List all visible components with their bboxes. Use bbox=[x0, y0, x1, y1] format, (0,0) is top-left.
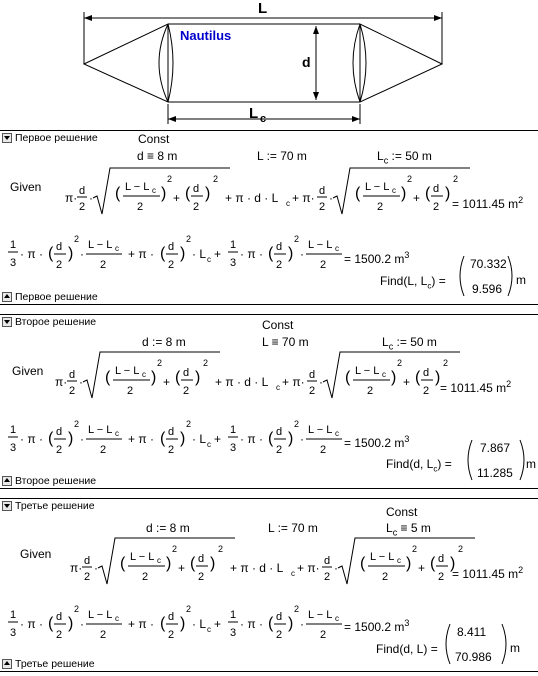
svg-text:d: d bbox=[319, 185, 326, 197]
svg-text:c: c bbox=[115, 614, 119, 623]
svg-text:L − L: L − L bbox=[88, 239, 113, 251]
svg-text:2: 2 bbox=[74, 234, 80, 244]
label-nautilus: Nautilus bbox=[180, 28, 232, 43]
svg-text:c: c bbox=[157, 556, 161, 565]
svg-text:+ π·: + π· bbox=[297, 561, 320, 575]
svg-text:+ π·: + π· bbox=[292, 191, 315, 205]
svg-text:+ π ·: + π · bbox=[128, 617, 154, 631]
svg-text:c: c bbox=[115, 429, 119, 438]
given-label: Given bbox=[20, 547, 52, 561]
svg-text:d: d bbox=[276, 426, 283, 438]
svg-text:(: ( bbox=[48, 245, 54, 262]
svg-text:): ) bbox=[406, 555, 412, 572]
svg-text:2: 2 bbox=[276, 629, 283, 641]
section-footer-3[interactable] bbox=[2, 658, 95, 670]
svg-text:(: ( bbox=[345, 369, 351, 386]
svg-text:2: 2 bbox=[453, 174, 459, 184]
const-label: Const bbox=[262, 318, 294, 332]
section-header-1[interactable] bbox=[2, 132, 98, 144]
section-title: Второе решение bbox=[15, 475, 97, 487]
svg-text:(: ( bbox=[160, 245, 166, 262]
svg-text:(: ( bbox=[430, 555, 436, 572]
svg-text:L − L: L − L bbox=[308, 424, 333, 436]
svg-text:+: + bbox=[214, 432, 222, 446]
svg-text:c: c bbox=[291, 569, 295, 578]
section-header-3[interactable] bbox=[2, 500, 95, 512]
find-unit: m bbox=[510, 641, 520, 655]
svg-text:): ) bbox=[68, 430, 74, 447]
svg-text:d: d bbox=[168, 241, 175, 253]
svg-text:· π ·: · π · bbox=[240, 247, 263, 261]
volume-formula bbox=[8, 598, 388, 653]
svg-text:+: + bbox=[173, 191, 181, 205]
svg-text:c: c bbox=[207, 255, 211, 264]
svg-text:· L: · L bbox=[192, 247, 207, 261]
svg-text:2: 2 bbox=[84, 571, 91, 583]
svg-text:π·: π· bbox=[65, 191, 78, 205]
svg-text:d: d bbox=[324, 555, 331, 567]
def-L: L := 70 m bbox=[268, 521, 318, 535]
svg-text:L − L: L − L bbox=[130, 551, 155, 563]
svg-text:c: c bbox=[276, 383, 280, 392]
svg-text:+: + bbox=[413, 191, 421, 205]
svg-text:2: 2 bbox=[186, 419, 192, 429]
svg-text:(: ( bbox=[190, 555, 196, 572]
svg-text:d: d bbox=[438, 553, 445, 565]
svg-text:2: 2 bbox=[127, 385, 134, 397]
section-title: Первое решение bbox=[15, 132, 98, 144]
svg-text:2: 2 bbox=[186, 604, 192, 614]
svg-text:2: 2 bbox=[218, 544, 224, 554]
label-Lc-sub: c bbox=[260, 113, 267, 125]
svg-text:(: ( bbox=[425, 185, 431, 202]
svg-text:c: c bbox=[335, 244, 339, 253]
svg-text:(: ( bbox=[160, 430, 166, 447]
svg-text:1: 1 bbox=[10, 424, 17, 436]
def-Lc: $L_c$ := 50 m bbox=[377, 149, 432, 166]
area-result: = 1011.45 $m^2$ bbox=[452, 565, 524, 581]
svg-text:2: 2 bbox=[203, 358, 209, 368]
svg-text:· π ·: · π · bbox=[20, 432, 43, 446]
svg-text:2: 2 bbox=[294, 419, 300, 429]
svg-text:3: 3 bbox=[230, 257, 237, 269]
svg-text:2: 2 bbox=[407, 174, 413, 184]
svg-text:(: ( bbox=[355, 185, 361, 202]
svg-text:c: c bbox=[397, 556, 401, 565]
volume-formula bbox=[8, 228, 388, 283]
svg-text:): ) bbox=[445, 185, 451, 202]
svg-text:2: 2 bbox=[100, 629, 107, 641]
separator-line bbox=[0, 130, 538, 131]
svg-text:2: 2 bbox=[276, 444, 283, 456]
area-result: = 1011.45 $m^2$ bbox=[452, 195, 524, 211]
svg-text:·: · bbox=[300, 617, 304, 631]
volume-result: = 1500.2 $m^3$ bbox=[344, 618, 410, 634]
area-formula bbox=[60, 530, 520, 590]
svg-text:·: · bbox=[329, 191, 333, 205]
svg-text:2: 2 bbox=[100, 444, 107, 456]
svg-text:2: 2 bbox=[168, 259, 175, 271]
svg-text:· π ·: · π · bbox=[240, 432, 263, 446]
svg-text:): ) bbox=[288, 430, 294, 447]
collapse-arrow-icon[interactable] bbox=[2, 133, 12, 143]
svg-text:(: ( bbox=[105, 369, 111, 386]
svg-text:3: 3 bbox=[10, 442, 17, 454]
section-title: Первое решение bbox=[15, 291, 98, 303]
find-unit: m bbox=[526, 457, 536, 471]
svg-text:2: 2 bbox=[183, 385, 190, 397]
svg-text:· π ·: · π · bbox=[20, 247, 43, 261]
svg-text:·: · bbox=[80, 617, 84, 631]
svg-text:+ π ·: + π · bbox=[128, 247, 154, 261]
svg-text:): ) bbox=[288, 615, 294, 632]
svg-text:3: 3 bbox=[230, 627, 237, 639]
svg-text:L − L: L − L bbox=[355, 365, 380, 377]
collapse-arrow-icon[interactable] bbox=[2, 501, 12, 511]
svg-text:3: 3 bbox=[10, 257, 17, 269]
svg-text:c: c bbox=[392, 186, 396, 195]
svg-text:d: d bbox=[193, 183, 200, 195]
svg-text:): ) bbox=[288, 245, 294, 262]
svg-text:2: 2 bbox=[320, 444, 327, 456]
svg-text:d: d bbox=[69, 369, 76, 381]
find-label: Find(d, L) = bbox=[376, 642, 438, 656]
area-formula bbox=[55, 160, 515, 220]
svg-text:2: 2 bbox=[382, 571, 389, 583]
svg-text:2: 2 bbox=[412, 544, 418, 554]
svg-text:L − L: L − L bbox=[370, 551, 395, 563]
find-value-1: 70.332 bbox=[470, 257, 507, 271]
svg-text:2: 2 bbox=[320, 629, 327, 641]
svg-text:+ π·: + π· bbox=[282, 375, 305, 389]
const-label: Const bbox=[386, 505, 418, 519]
volume-formula bbox=[8, 413, 388, 468]
svg-text:1: 1 bbox=[230, 239, 237, 251]
svg-text:d: d bbox=[433, 183, 440, 195]
svg-text:+: + bbox=[214, 247, 222, 261]
svg-text:·: · bbox=[319, 375, 323, 389]
svg-text:d: d bbox=[423, 367, 430, 379]
svg-text:): ) bbox=[435, 369, 441, 386]
expand-arrow-icon[interactable] bbox=[2, 476, 12, 486]
svg-text:2: 2 bbox=[213, 174, 219, 184]
svg-text:2: 2 bbox=[172, 544, 178, 554]
svg-text:·: · bbox=[334, 561, 338, 575]
svg-text:c: c bbox=[207, 625, 211, 634]
svg-text:L − L: L − L bbox=[88, 609, 113, 621]
svg-text:c: c bbox=[335, 614, 339, 623]
svg-text:+ π · d · L: + π · d · L bbox=[225, 191, 279, 205]
find-value-2: 9.596 bbox=[472, 282, 503, 296]
svg-text:c: c bbox=[152, 186, 156, 195]
svg-text:2: 2 bbox=[377, 201, 384, 213]
svg-text:+ π ·: + π · bbox=[128, 432, 154, 446]
svg-text:2: 2 bbox=[167, 174, 173, 184]
def-Lc: $L_c$ := 50 m bbox=[382, 335, 437, 352]
svg-text:2: 2 bbox=[294, 234, 300, 244]
svg-text:): ) bbox=[210, 555, 216, 572]
svg-text:+: + bbox=[418, 561, 426, 575]
svg-text:2: 2 bbox=[294, 604, 300, 614]
svg-text:2: 2 bbox=[74, 419, 80, 429]
svg-text:): ) bbox=[195, 369, 201, 386]
svg-text:(: ( bbox=[268, 245, 274, 262]
given-label: Given bbox=[10, 180, 42, 194]
label-d: d bbox=[302, 54, 311, 70]
svg-text:·: · bbox=[300, 247, 304, 261]
svg-text:·: · bbox=[80, 247, 84, 261]
svg-text:L − L: L − L bbox=[115, 365, 140, 377]
svg-text:): ) bbox=[68, 615, 74, 632]
area-result: = 1011.45 $m^2$ bbox=[440, 379, 512, 395]
given-label: Given bbox=[12, 364, 44, 378]
svg-text:+ π · d · L: + π · d · L bbox=[215, 375, 269, 389]
svg-text:2: 2 bbox=[168, 629, 175, 641]
svg-text:): ) bbox=[180, 615, 186, 632]
svg-text:· L: · L bbox=[192, 432, 207, 446]
svg-text:): ) bbox=[205, 185, 211, 202]
svg-text:): ) bbox=[180, 430, 186, 447]
svg-text:d: d bbox=[84, 555, 91, 567]
svg-text:c: c bbox=[115, 244, 119, 253]
svg-text:2: 2 bbox=[168, 444, 175, 456]
svg-text:2: 2 bbox=[367, 385, 374, 397]
svg-text:2: 2 bbox=[438, 571, 445, 583]
def-d: d := 8 m bbox=[146, 521, 190, 535]
svg-text:L − L: L − L bbox=[308, 239, 333, 251]
svg-text:(: ( bbox=[120, 555, 126, 572]
svg-text:(: ( bbox=[48, 430, 54, 447]
label-Lc: L bbox=[249, 105, 259, 122]
find-label: Find(L, $L_c$) = bbox=[380, 274, 446, 291]
svg-text:c: c bbox=[207, 440, 211, 449]
svg-text:2: 2 bbox=[433, 201, 440, 213]
svg-text:·: · bbox=[94, 561, 98, 575]
def-Lc: $L_c \equiv 5$ m bbox=[386, 521, 431, 538]
svg-text:2: 2 bbox=[137, 201, 144, 213]
svg-text:2: 2 bbox=[320, 259, 327, 271]
svg-text:c: c bbox=[335, 429, 339, 438]
collapse-arrow-icon[interactable] bbox=[2, 317, 12, 327]
svg-text:d: d bbox=[183, 367, 190, 379]
svg-text:2: 2 bbox=[69, 385, 76, 397]
find-value-1: 8.411 bbox=[457, 625, 487, 639]
svg-text:2: 2 bbox=[423, 385, 430, 397]
svg-text:2: 2 bbox=[276, 259, 283, 271]
find-value-2: 70.986 bbox=[455, 650, 492, 664]
svg-text:): ) bbox=[180, 245, 186, 262]
svg-text:): ) bbox=[391, 369, 397, 386]
def-d: d ≡ 8 m bbox=[137, 149, 178, 163]
section-title: Третье решение bbox=[15, 658, 95, 670]
svg-text:·: · bbox=[79, 375, 83, 389]
section-footer-1[interactable] bbox=[2, 291, 98, 303]
const-label: Const bbox=[138, 132, 170, 146]
svg-text:· L: · L bbox=[192, 617, 207, 631]
svg-text:+: + bbox=[403, 375, 411, 389]
svg-text:d: d bbox=[309, 369, 316, 381]
svg-text:d: d bbox=[276, 241, 283, 253]
svg-text:d: d bbox=[79, 185, 86, 197]
svg-text:+ π · d · L: + π · d · L bbox=[230, 561, 284, 575]
svg-text:·: · bbox=[89, 191, 93, 205]
svg-text:d: d bbox=[276, 611, 283, 623]
section-header-2[interactable] bbox=[2, 316, 96, 328]
svg-text:2: 2 bbox=[319, 201, 326, 213]
svg-text:1: 1 bbox=[10, 609, 17, 621]
svg-text:(: ( bbox=[360, 555, 366, 572]
svg-text:d: d bbox=[56, 241, 63, 253]
expand-arrow-icon[interactable] bbox=[2, 292, 12, 302]
svg-text:2: 2 bbox=[56, 629, 63, 641]
svg-text:+: + bbox=[178, 561, 186, 575]
svg-text:d: d bbox=[56, 426, 63, 438]
svg-text:·: · bbox=[300, 432, 304, 446]
svg-text:L − L: L − L bbox=[365, 181, 390, 193]
svg-text:(: ( bbox=[185, 185, 191, 202]
svg-text:1: 1 bbox=[230, 424, 237, 436]
svg-text:2: 2 bbox=[56, 444, 63, 456]
svg-text:d: d bbox=[56, 611, 63, 623]
svg-text:2: 2 bbox=[193, 201, 200, 213]
area-formula bbox=[45, 344, 505, 404]
section-title: Второе решение bbox=[15, 316, 97, 328]
svg-text:L − L: L − L bbox=[308, 609, 333, 621]
svg-text:· π ·: · π · bbox=[240, 617, 263, 631]
svg-text:(: ( bbox=[268, 615, 274, 632]
separator-line bbox=[0, 498, 538, 499]
find-unit: m bbox=[516, 273, 526, 287]
def-d: d := 8 m bbox=[142, 335, 186, 349]
svg-text:2: 2 bbox=[186, 234, 192, 244]
label-L: L bbox=[258, 0, 268, 17]
find-value-1: 7.867 bbox=[480, 441, 511, 455]
svg-text:2: 2 bbox=[79, 201, 86, 213]
svg-text:2: 2 bbox=[198, 571, 205, 583]
svg-text:L − L: L − L bbox=[88, 424, 113, 436]
separator-line bbox=[0, 304, 538, 305]
svg-text:1: 1 bbox=[10, 239, 17, 251]
svg-text:2: 2 bbox=[458, 544, 464, 554]
separator-line bbox=[0, 488, 538, 489]
svg-text:2: 2 bbox=[100, 259, 107, 271]
svg-text:(: ( bbox=[268, 430, 274, 447]
svg-text:2: 2 bbox=[56, 259, 63, 271]
svg-text:c: c bbox=[286, 199, 290, 208]
svg-text:2: 2 bbox=[309, 385, 316, 397]
svg-text:d: d bbox=[168, 611, 175, 623]
svg-text:(: ( bbox=[48, 615, 54, 632]
volume-result: = 1500.2 $m^3$ bbox=[344, 250, 410, 266]
svg-text:(: ( bbox=[115, 185, 121, 202]
section-title: Третье решение bbox=[15, 500, 95, 512]
nautilus-diagram bbox=[0, 0, 538, 132]
section-footer-2[interactable] bbox=[2, 475, 96, 487]
svg-text:π·: π· bbox=[55, 375, 68, 389]
svg-text:): ) bbox=[161, 185, 167, 202]
separator-line bbox=[0, 671, 538, 672]
svg-text:2: 2 bbox=[397, 358, 403, 368]
svg-text:L − L: L − L bbox=[125, 181, 150, 193]
svg-text:3: 3 bbox=[10, 627, 17, 639]
svg-text:): ) bbox=[68, 245, 74, 262]
svg-text:2: 2 bbox=[443, 358, 449, 368]
svg-text:· π ·: · π · bbox=[20, 617, 43, 631]
svg-text:(: ( bbox=[175, 369, 181, 386]
svg-text:·: · bbox=[80, 432, 84, 446]
svg-text:c: c bbox=[382, 370, 386, 379]
svg-text:+: + bbox=[163, 375, 171, 389]
svg-text:2: 2 bbox=[157, 358, 163, 368]
svg-text:d: d bbox=[198, 553, 205, 565]
svg-text:): ) bbox=[450, 555, 456, 572]
svg-text:2: 2 bbox=[142, 571, 149, 583]
separator-line bbox=[0, 314, 538, 315]
def-L: L := 70 m bbox=[257, 149, 307, 163]
svg-text:(: ( bbox=[160, 615, 166, 632]
svg-text:2: 2 bbox=[74, 604, 80, 614]
find-value-2: 11.285 bbox=[477, 466, 513, 480]
svg-text:): ) bbox=[151, 369, 157, 386]
svg-text:): ) bbox=[401, 185, 407, 202]
svg-text:π·: π· bbox=[70, 561, 83, 575]
svg-text:d: d bbox=[168, 426, 175, 438]
def-L: L ≡ 70 m bbox=[262, 335, 309, 349]
svg-text:1: 1 bbox=[230, 609, 237, 621]
find-label: Find(d, $L_c$) = bbox=[386, 457, 452, 474]
svg-text:(: ( bbox=[415, 369, 421, 386]
volume-result: = 1500.2 $m^3$ bbox=[344, 434, 410, 450]
svg-text:): ) bbox=[166, 555, 172, 572]
svg-text:c: c bbox=[142, 370, 146, 379]
svg-text:+: + bbox=[214, 617, 222, 631]
svg-text:2: 2 bbox=[324, 571, 331, 583]
expand-arrow-icon[interactable] bbox=[2, 659, 12, 669]
svg-text:3: 3 bbox=[230, 442, 237, 454]
